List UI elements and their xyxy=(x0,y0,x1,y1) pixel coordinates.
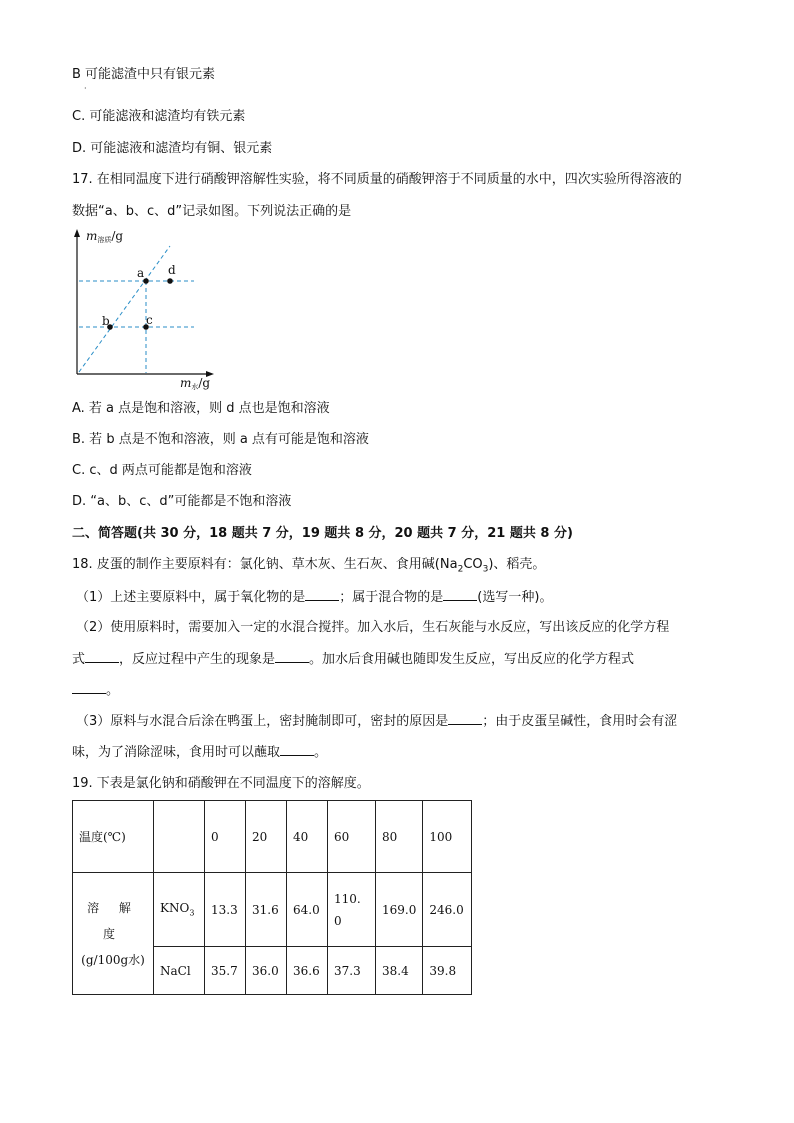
answer-blank-equation2[interactable] xyxy=(72,681,106,694)
stray-dot: · xyxy=(84,84,87,93)
nacl-value: 38.4 xyxy=(376,947,423,995)
y-axis-label: m溶质/g xyxy=(86,229,124,244)
kno3-value: 246.0 xyxy=(423,873,472,947)
temp-cell: 100 xyxy=(423,801,472,873)
q19-intro: 19. 下表是氯化钠和硝酸钾在不同温度下的溶解度。 xyxy=(72,776,370,791)
kno3-value: 13.3 xyxy=(205,873,246,947)
option-c: C. 可能滤液和滤渣均有铁元素 xyxy=(72,109,246,124)
x-axis-label: m水/g xyxy=(180,376,211,391)
solubility-header: 溶 解 度 (g/100g水) xyxy=(73,873,154,995)
option-d: D. 可能滤液和滤渣均有铜、银元素 xyxy=(72,141,273,156)
temp-cell: 60 xyxy=(328,801,376,873)
q17-option-d: D. “a、b、c、d”可能都是不饱和溶液 xyxy=(72,494,292,509)
q17-stem-line2: 数据“a、b、c、d”记录如图。下列说法正确的是 xyxy=(72,204,352,219)
q18-part2-line3: 。 xyxy=(72,681,119,700)
answer-blank-dip[interactable] xyxy=(280,743,314,756)
q18-intro: 18. 皮蛋的制作主要原料有：氯化钠、草木灰、生石灰、食用碱$(Na_2CO_3)$、稻壳。 xyxy=(72,557,546,575)
q18-part2-line1: （2）使用原料时，需要加入一定的水混合搅拌。加入水后，生石灰能与水反应，写出该反应的化学方程 xyxy=(76,620,670,635)
answer-blank-equation1[interactable] xyxy=(85,650,119,663)
label-d: d xyxy=(168,263,176,277)
point-d xyxy=(167,278,173,284)
nacl-value: 37.3 xyxy=(328,947,376,995)
answer-blank-oxide[interactable] xyxy=(305,588,339,601)
table-row-kno3 xyxy=(73,873,472,947)
q18-part1: （1）上述主要原料中，属于氧化物的是 ；属于混合物的是 (选写一种)。 xyxy=(76,590,553,605)
q18-part3-line1: （3）原料与水混合后涂在鸭蛋上，密封腌制即可，密封的原因是 ；由于皮蛋呈碱性，食用时会有涩 xyxy=(76,714,678,729)
kno3-value: 64.0 xyxy=(287,873,328,947)
table-row-temperature xyxy=(73,801,472,873)
temp-cell: 80 xyxy=(376,801,423,873)
temp-cell: 40 xyxy=(287,801,328,873)
section-2-heading: 二、简答题(共 30 分，18 题共 7 分，19 题共 8 分，20 题共 7 分，21 题共 8 分) xyxy=(72,526,573,541)
diagonal-dashed-line xyxy=(79,246,170,372)
q17-graph xyxy=(70,226,230,396)
temp-cell: 20 xyxy=(246,801,287,873)
q17-stem-line1: 17. 在相同温度下进行硝酸钾溶解性实验，将不同质量的硝酸钾溶于不同质量的水中，四次实验所得溶液的 xyxy=(72,172,682,187)
nacl-value: 36.0 xyxy=(246,947,287,995)
q17-option-a: A. 若 a 点是饱和溶液，则 d 点也是饱和溶液 xyxy=(72,401,330,416)
answer-blank-mixture[interactable] xyxy=(443,588,477,601)
kno3-label: $KNO_3$ xyxy=(154,873,205,947)
kno3-value-wrapped: 110. 0 xyxy=(328,873,376,947)
y-axis-arrow xyxy=(74,229,80,237)
nacl-value: 35.7 xyxy=(205,947,246,995)
kno3-value: 169.0 xyxy=(376,873,423,947)
label-c: c xyxy=(146,313,153,327)
nacl-label: NaCl xyxy=(154,947,205,995)
nacl-value: 39.8 xyxy=(423,947,472,995)
kno3-value: 31.6 xyxy=(246,873,287,947)
empty-cell xyxy=(154,801,205,873)
label-a: a xyxy=(137,266,145,280)
q17-option-b: B. 若 b 点是不饱和溶液，则 a 点有可能是饱和溶液 xyxy=(72,432,369,447)
answer-blank-seal-reason[interactable] xyxy=(448,712,482,725)
temp-cell: 0 xyxy=(205,801,246,873)
option-b: B 可能滤渣中只有银元素 xyxy=(72,67,216,82)
q17-option-c: C. c、d 两点可能都是饱和溶液 xyxy=(72,463,252,478)
q18-part2-line2: 式 ，反应过程中产生的现象是 。加水后食用碱也随即发生反应，写出反应的化学方程式 xyxy=(72,652,635,667)
label-b: b xyxy=(102,314,110,328)
solubility-table xyxy=(72,800,472,995)
nacl-value: 36.6 xyxy=(287,947,328,995)
temperature-header: 温度(℃) xyxy=(73,801,154,873)
answer-blank-phenomenon[interactable] xyxy=(275,650,309,663)
q18-part3-line2: 味，为了消除涩味，食用时可以蘸取 。 xyxy=(72,745,328,760)
